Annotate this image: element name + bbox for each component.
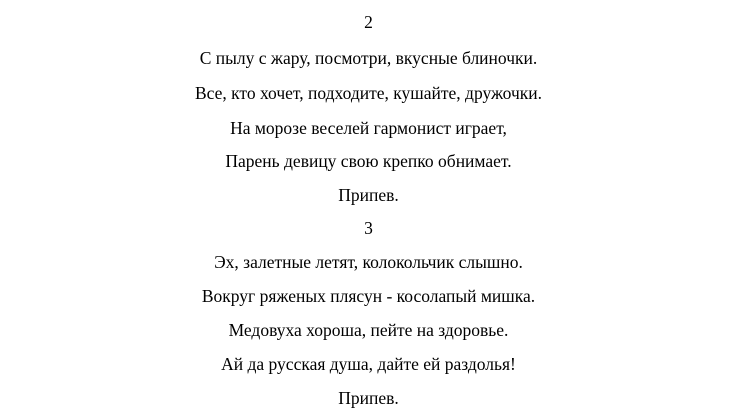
verse-line: Парень девицу свою крепко обнимает. — [225, 151, 512, 171]
verse-line: Вокруг ряженых плясун - косолапый мишка. — [201, 286, 536, 306]
verse-line: Все, кто хочет, подходите, кушайте, дружочки. — [194, 83, 542, 103]
refrain-label: Припев. — [338, 185, 399, 205]
verse-line: Эх, залетные летят, колокольчик слышно. — [214, 252, 523, 272]
verse-line: С пылу с жару, посмотри, вкусные блиночки. — [199, 48, 538, 68]
verse-line: Медовуха хороша, пейте на здоровье. — [228, 320, 509, 340]
verse-number: 3 — [364, 218, 373, 238]
verse-number: 2 — [364, 12, 373, 32]
verse-line: Ай да русская душа, дайте ей раздолья! — [221, 354, 516, 374]
refrain-label: Припев. — [338, 388, 399, 408]
verse-line: На морозе веселей гармонист играет, — [230, 118, 507, 138]
